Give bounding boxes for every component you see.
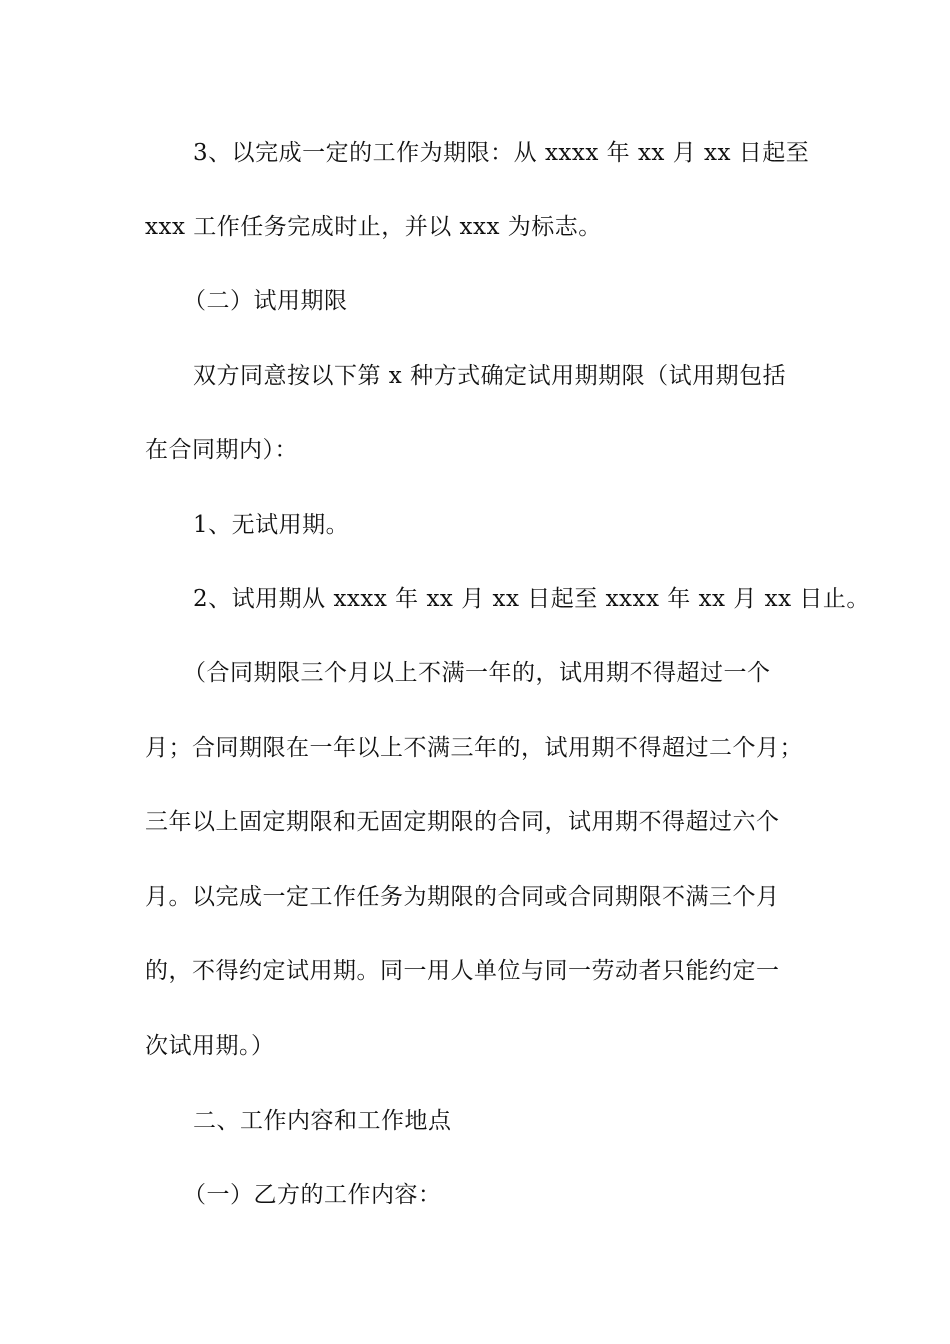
section-heading-probation: （二）试用期限 bbox=[183, 288, 348, 314]
paragraph-term-3-line-1: 3、以完成一定的工作为期限：从 xxxx 年 xx 月 xx 日起至 bbox=[193, 140, 810, 166]
section-heading-work-content: 二、工作内容和工作地点 bbox=[193, 1108, 452, 1134]
paragraph-probation-intro-line-2: 在合同期内）： bbox=[145, 437, 298, 463]
paragraph-note-line-3: 三年以上固定期限和无固定期限的合同，试用期不得超过六个 bbox=[145, 809, 780, 835]
subsection-heading-work-content: （一）乙方的工作内容： bbox=[183, 1182, 442, 1208]
paragraph-note-line-6: 次试用期。） bbox=[145, 1033, 275, 1059]
list-item-probation-dates: 2、试用期从 xxxx 年 xx 月 xx 日起至 xxxx 年 xx 月 xx 日止。 bbox=[193, 586, 870, 612]
paragraph-note-line-2: 月；合同期限在一年以上不满三年的，试用期不得超过二个月； bbox=[145, 735, 803, 761]
paragraph-term-3-line-2: xxx 工作任务完成时止，并以 xxx 为标志。 bbox=[145, 214, 602, 240]
paragraph-note-line-4: 月。以完成一定工作任务为期限的合同或合同期限不满三个月 bbox=[145, 884, 780, 910]
paragraph-probation-intro-line-1: 双方同意按以下第 x 种方式确定试用期期限（试用期包括 bbox=[193, 363, 787, 389]
list-item-no-probation: 1、无试用期。 bbox=[193, 512, 350, 538]
paragraph-note-line-1: （合同期限三个月以上不满一年的，试用期不得超过一个 bbox=[183, 660, 771, 686]
paragraph-note-line-5: 的，不得约定试用期。同一用人单位与同一劳动者只能约定一 bbox=[145, 958, 780, 984]
